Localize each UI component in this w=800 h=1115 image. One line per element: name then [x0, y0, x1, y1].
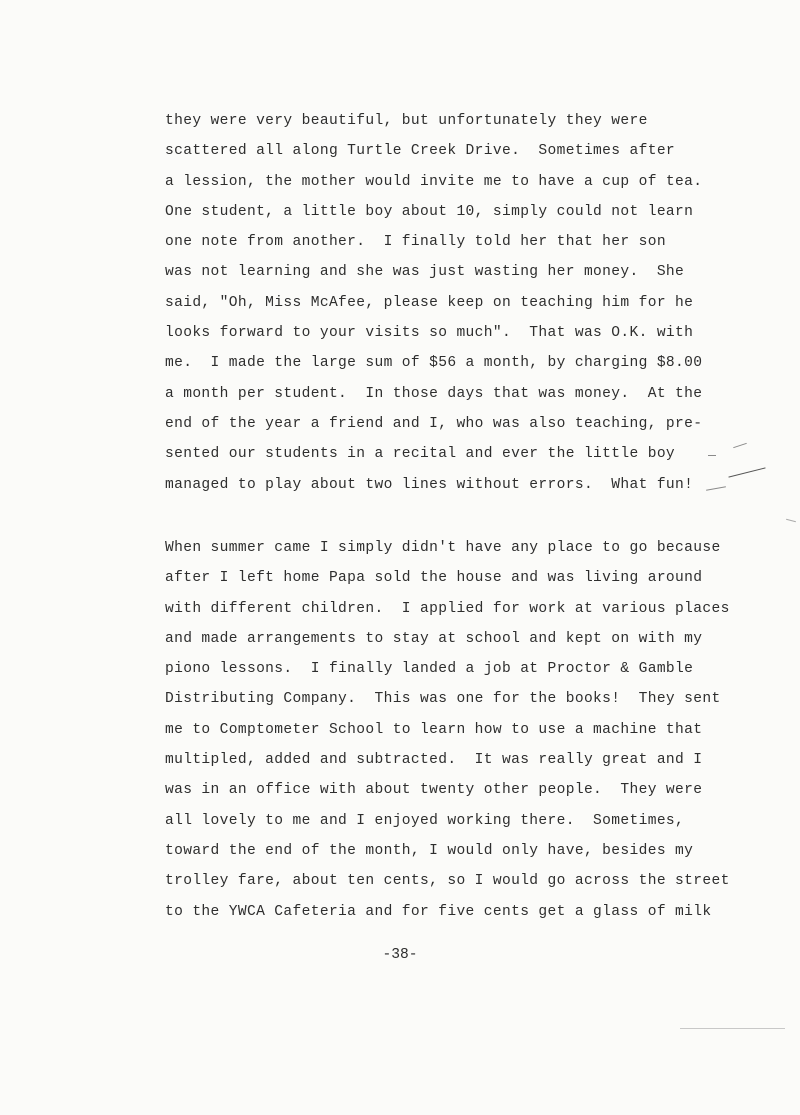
text-line: after I left home Papa sold the house and was living around	[165, 570, 703, 587]
scan-mark	[680, 1028, 785, 1029]
text-line: multipled, added and subtracted. It was really great and I	[165, 752, 703, 769]
paragraph-2	[165, 533, 765, 927]
paragraph-1	[165, 106, 765, 500]
page-number: -38-	[382, 947, 418, 963]
text-line: me. I made the large sum of $56 a month, by charging $8.00	[165, 355, 703, 372]
text-line: was not learning and she was just wasting her money. She	[165, 264, 685, 281]
text-line: was in an office with about twenty other people. They were	[165, 782, 703, 799]
scan-mark	[786, 519, 796, 523]
text-line: a month per student. In those days that was money. At the	[165, 385, 703, 402]
text-line: Distributing Company. This was one for the books! They sent	[165, 691, 721, 708]
text-line: managed to play about two lines without errors. What fun!	[165, 476, 694, 493]
text-line: looks forward to your visits so much". That was O.K. with	[165, 325, 694, 342]
text-line: and made arrangements to stay at school and kept on with my	[165, 630, 703, 647]
text-line: One student, a little boy about 10, simply could not learn	[165, 203, 694, 220]
text-line: me to Comptometer School to learn how to use a machine that	[165, 721, 703, 738]
text-line: said, "Oh, Miss McAfee, please keep on teaching him for he	[165, 294, 694, 311]
text-line: When summer came I simply didn't have any place to go because	[165, 540, 721, 556]
text-line: all lovely to me and I enjoyed working there. Sometimes,	[165, 812, 685, 829]
text-line: trolley fare, about ten cents, so I would go across the street	[165, 873, 730, 890]
text-line: scattered all along Turtle Creek Drive. Sometimes after	[165, 143, 676, 160]
text-line: sented our students in a recital and ever the little boy	[165, 446, 676, 463]
text-line: toward the end of the month, I would only have, besides my	[165, 842, 694, 859]
text-line: piono lessons. I finally landed a job at Proctor & Gamble	[165, 661, 694, 678]
text-line: with different children. I applied for work at various places	[165, 600, 730, 617]
scan-mark	[708, 455, 716, 456]
text-line: end of the year a friend and I, who was also teaching, pre-	[165, 415, 703, 432]
text-line: a lession, the mother would invite me to have a cup of tea.	[165, 173, 703, 190]
text-line: to the YWCA Cafeteria and for five cents get a glass of milk	[165, 903, 712, 920]
text-line: they were very beautiful, but unfortunately they were	[165, 113, 648, 129]
text-line: one note from another. I finally told her that her son	[165, 234, 666, 251]
